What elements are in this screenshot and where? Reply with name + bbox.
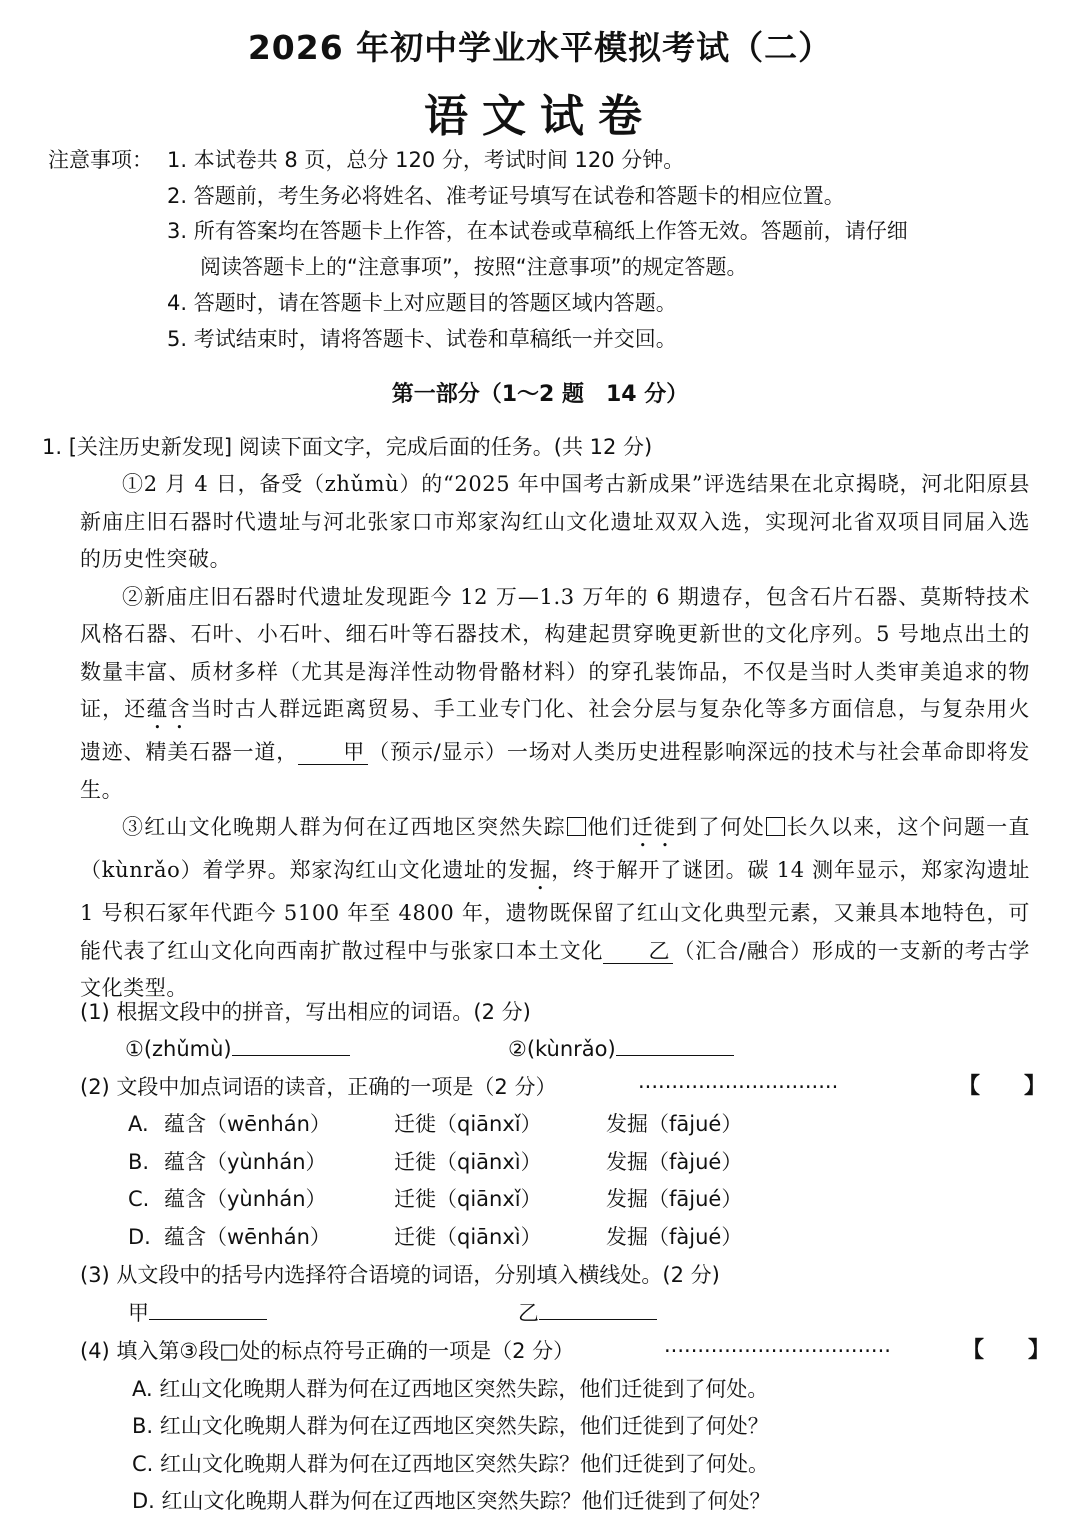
subq-3-stem: (3) 从文段中的括号内选择符合语境的词语，分别填入横线处。(2 分) <box>80 1263 720 1287</box>
subq-1-stem: (1) 根据文段中的拼音，写出相应的词语。(2 分) <box>80 1000 531 1024</box>
exam-title: 2026 年初中学业水平模拟考试（二） <box>247 28 833 67</box>
answer-blank-yi[interactable] <box>539 1319 657 1320</box>
note-item-1: 1. 本试卷共 8 页，总分 120 分，考试时间 120 分钟。 <box>167 148 685 172</box>
subq-2-answer-bracket[interactable]: 【 】 <box>958 1074 1047 1099</box>
subq-2-option-d[interactable]: D. 蕴含（wēnhán） 迁徙（qiānxì） 发掘（fàjué） <box>128 1225 743 1249</box>
subq-4-option-a[interactable]: A. 红山文化晚期人群为何在辽西地区突然失踪，他们迁徙到了何处。 <box>132 1377 769 1401</box>
punctuation-box-1 <box>567 817 586 836</box>
subq-4-leader: ·································· <box>664 1339 891 1363</box>
subq-2-leader: ······························ <box>638 1075 839 1099</box>
subq-2-stem: (2) 文段中加点词语的读音，正确的一项是（2 分） <box>80 1075 557 1099</box>
answer-blank-jia[interactable] <box>149 1319 267 1320</box>
subq-2-option-a[interactable]: A. 蕴含（wēnhán） 迁徙（qiānxǐ） 发掘（fājué） <box>128 1112 743 1136</box>
question-1-intro: 1. [关注历史新发现] 阅读下面文字，完成后面的任务。(共 12 分) <box>42 435 653 459</box>
blank-yi: 乙 <box>603 939 673 964</box>
subq-2-option-c[interactable]: C. 蕴含（yùnhán） 迁徙（qiānxǐ） 发掘（fājué） <box>128 1187 743 1211</box>
subq-4-option-d[interactable]: D. 红山文化晚期人群为何在辽西地区突然失踪？他们迁徙到了何处？ <box>132 1489 771 1513</box>
subq-4-option-b[interactable]: B. 红山文化晚期人群为何在辽西地区突然失踪，他们迁徙到了何处？ <box>132 1414 769 1438</box>
note-item-3-cont: 阅读答题卡上的“注意事项”，按照“注意事项”的规定答题。 <box>200 255 748 279</box>
paragraph-1: ①2 月 4 日，备受（zhǔmù）的“2025 年中国考古新成果”评选结果在北京揭晓，河北阳原县新庙庄旧石器时代遗址与河北张家口市郑家沟红山文化遗址双双入选，实现河北省双项目同届入选的历史性突破。 <box>80 472 1030 571</box>
subq-2-option-b[interactable]: B. 蕴含（yùnhán） 迁徙（qiānxì） 发掘（fàjué） <box>128 1150 743 1174</box>
note-item-4: 4. 答题时，请在答题卡上对应题目的答题区域内答题。 <box>167 291 677 315</box>
section-title: 第一部分（1～2 题 14 分） <box>391 382 689 407</box>
subq-1-b: ②(kùnrǎo) <box>508 1034 734 1064</box>
dotted-word-qianxi: 迁徙 <box>631 815 677 839</box>
paragraph-3: ③红山文化晚期人群为何在辽西地区突然失踪 他们迁徙到了何处 长久以来，这个问题一直（kùnrǎo）着学界。郑家沟红山文化遗址的发掘，终于解开了谜团。碳 14 测年显示，郑家沟遗址 1 号积石冢年代距今 5100 年至 4800 年，遗物既保留了红山文化典型元素，又兼具本地特色，可能代表了红山文化向西南扩散过程中与张家口本土文化 乙 （汇合/融合）形成的一支新的考古学文化类型。 <box>80 815 1031 1000</box>
dotted-word-yunhan: 蕴含 <box>146 697 191 721</box>
subq-3-b: 乙 <box>518 1298 657 1328</box>
notes-label: 注意事项： <box>48 148 153 172</box>
note-item-3: 3. 所有答案均在答题卡上作答，在本试卷或草稿纸上作答无效。答题前，请仔细 <box>167 219 908 243</box>
subq-4-answer-bracket[interactable]: 【 】 <box>962 1338 1051 1363</box>
dotted-word-jue: 掘 <box>529 858 552 882</box>
note-item-2: 2. 答题前，考生务必将姓名、准考证号填写在试卷和答题卡的相应位置。 <box>167 184 845 208</box>
subject-title: 语文试卷 <box>424 91 656 142</box>
answer-blank-1b[interactable] <box>616 1055 734 1056</box>
reading-passage <box>80 466 1030 1008</box>
punctuation-box-2 <box>766 817 785 836</box>
blank-jia: 甲 <box>298 740 368 765</box>
paragraph-2: ②新庙庄旧石器时代遗址发现距今 12 万—1.3 万年的 6 期遗存，包含石片石器、莫斯特技术风格石器、石叶、小石叶、细石叶等石器技术，构建起贯穿晚更新世的文化序列。5 号地点出土的数量丰富、质材多样（尤其是海洋性动物骨骼材料）的穿孔装饰品，不仅是当时人类审美追求的物证，还蕴含当时古人群远距离贸易、手工业专门化、社会分层与复杂化等多方面信息，与复杂用火遗迹、精美石器一道， 甲 （预示/显示）一场对人类历史进程影响深远的技术与社会革命即将发生。 <box>80 584 1031 802</box>
subq-3-a: 甲 <box>128 1298 267 1328</box>
subq-4-option-c[interactable]: C. 红山文化晚期人群为何在辽西地区突然失踪？他们迁徙到了何处。 <box>132 1452 770 1476</box>
answer-blank-1a[interactable] <box>232 1055 350 1056</box>
subq-4-stem: (4) 填入第③段□处的标点符号正确的一项是（2 分） <box>80 1339 575 1363</box>
subq-1-a: ①(zhǔmù) <box>125 1034 350 1064</box>
note-item-5: 5. 考试结束时，请将答题卡、试卷和草稿纸一并交回。 <box>167 327 677 351</box>
